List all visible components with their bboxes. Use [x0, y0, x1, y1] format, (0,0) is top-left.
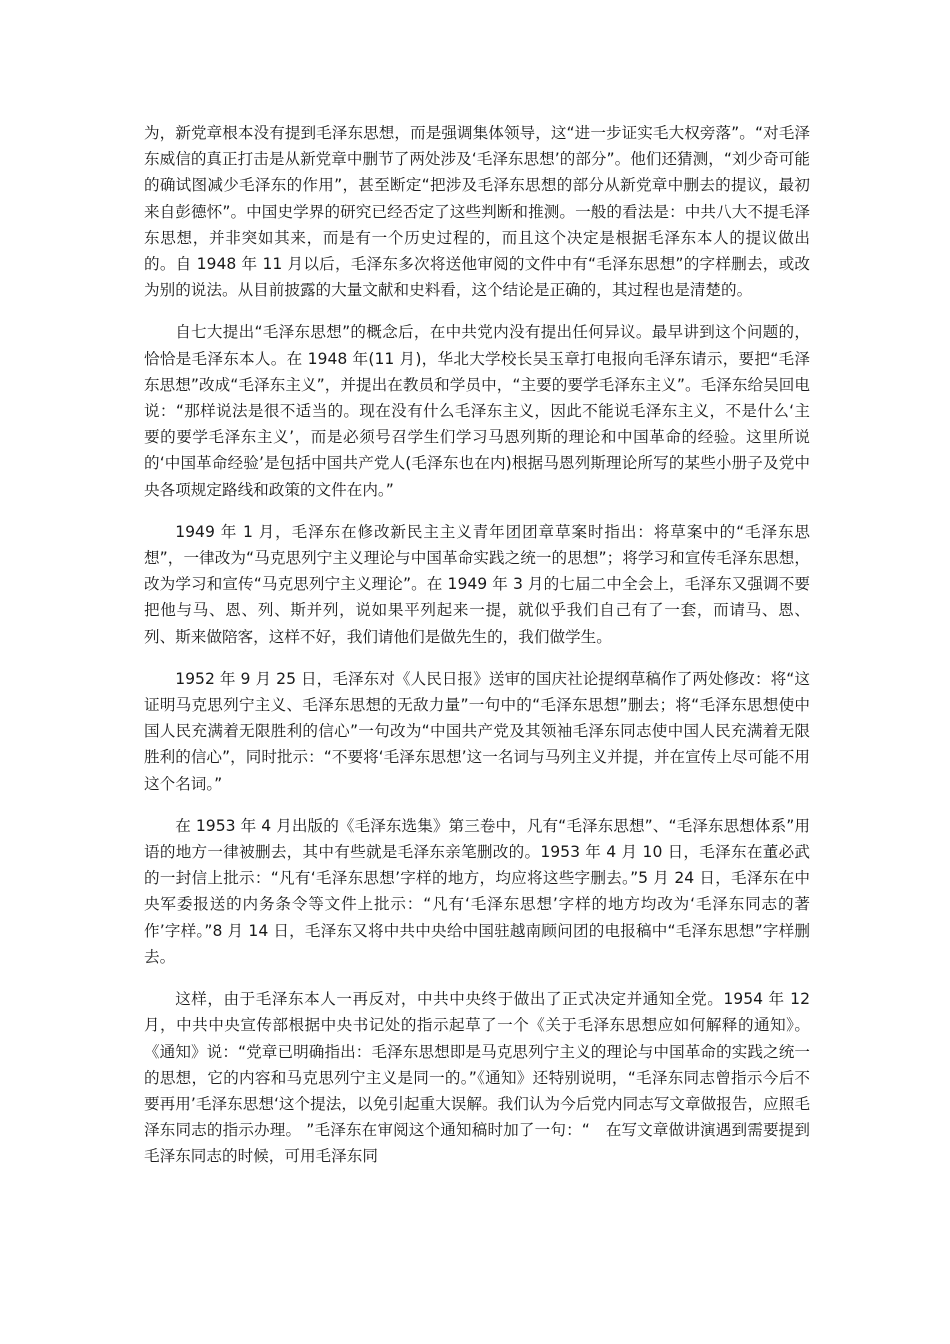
paragraph-3: 1949 年 1 月，毛泽东在修改新民主主义青年团团章草案时指出：将草案中的“毛泽东思想”，一律改为“马克思列宁主义理论与中国革命实践之统一的思想”；将学习和宣传毛泽东思想，改为学习和宣传“马克思列宁主义理论”。在 1949 年 3 月的七届二中全会上，毛泽东又强调不要把他与马、恩、列、斯并列，说如果平列起来一提，就似乎我们自己有了一套，而请马、恩、列、斯来做陪客，这样不好，我们请他们是做先生的，我们做学生。: [144, 522, 810, 646]
paragraph-1: 为，新党章根本没有提到毛泽东思想，而是强调集体领导，这“进一步证实毛大权旁落”。“对毛泽东威信的真正打击是从新党章中删节了两处涉及‘毛泽东思想’的部分”。他们还猜测，“刘少奇可能的确试图减少毛泽东的作用”，甚至断定“把涉及毛泽东思想的部分从新党章中删去的提议，最初来自彭德怀”。中国史学界的研究已经否定了这些判断和推测。一般的看法是：中共八大不提毛泽东思想，并非突如其来，而是有一个历史过程的，而且这个决定是根据毛泽东本人的提议做出的。自 1948 年 11 月以后，毛泽东多次将送他审阅的文件中有“毛泽东思想”的字样删去，或改为别的说法。从目前披露的大量文献和史料看，这个结论是正确的，其过程也是清楚的。: [144, 124, 810, 300]
paragraph-4: 1952 年 9 月 25 日，毛泽东对《人民日报》送审的国庆社论提纲草稿作了两处修改：将“这证明马克思列宁主义、毛泽东思想的无敌力量”一句中的“毛泽东思想”删去；将“毛泽东思想使中国人民充满着无限胜利的信心”一句改为“中国共产党及其领袖毛泽东同志使中国人民充满着无限胜利的信心”，同时批示：“不要将‘毛泽东思想’这一名词与马列主义并提，并在宣传上尽可能不用这个名词。”: [144, 669, 810, 793]
paragraph-6: 这样，由于毛泽东本人一再反对，中共中央终于做出了正式决定并通知全党。1954 年 12 月，中共中央宣传部根据中央书记处的指示起草了一个《关于毛泽东思想应如何解释的通知》。《通知》说：“党章已明确指出：毛泽东思想即是马克思列宁主义的理论与中国革命的实践之统一的思想，它的内容和马克思列宁主义是同一的。”《通知》还特别说明，“毛泽东同志曾指示今后不要再用’毛泽东思想‘这个提法，以免引起重大误解。我们认为今后党内同志写文章做报告，应照毛泽东同志的指示办理。 ”毛泽东在审阅这个通知稿时加了一句：“ 在写文章做讲演遇到需要提到毛泽东同志的时候，可用毛泽东同: [144, 990, 810, 1166]
document-page: [144, 120, 810, 1186]
paragraph-5: 在 1953 年 4 月出版的《毛泽东选集》第三卷中，凡有“毛泽东思想”、“毛泽东思想体系”用语的地方一律被删去，其中有些就是毛泽东亲笔删改的。1953 年 4 月 10 日，毛泽东在董必武的一封信上批示：“凡有‘毛泽东思想’字样的地方，均应将这些字删去。”5 月 24 日，毛泽东在中央军委报送的内务条令等文件上批示：“凡有‘毛泽东思想’字样的地方均改为‘毛泽东同志的著作’字样。”8 月 14 日，毛泽东又将中共中央给中国驻越南顾问团的电报稿中“毛泽东思想”字样删去。: [144, 816, 810, 966]
paragraph-2: 自七大提出“毛泽东思想”的概念后，在中共党内没有提出任何异议。最早讲到这个问题的，恰恰是毛泽东本人。在 1948 年(11 月)，华北大学校长吴玉章打电报向毛泽东请示，要把“毛泽东思想”改成“毛泽东主义”，并提出在教员和学员中，“主要的要学毛泽东主义”。毛泽东给吴回电说：“那样说法是很不适当的。现在没有什么毛泽东主义，因此不能说毛泽东主义，不是什么‘主要的要学毛泽东主义’，而是必须号召学生们学习马恩列斯的理论和中国革命的经验。这里所说的‘中国革命经验’是包括中国共产党人(毛泽东也在内)根据马恩列斯理论所写的某些小册子及党中央各项规定路线和政策的文件在内。”: [144, 323, 810, 499]
